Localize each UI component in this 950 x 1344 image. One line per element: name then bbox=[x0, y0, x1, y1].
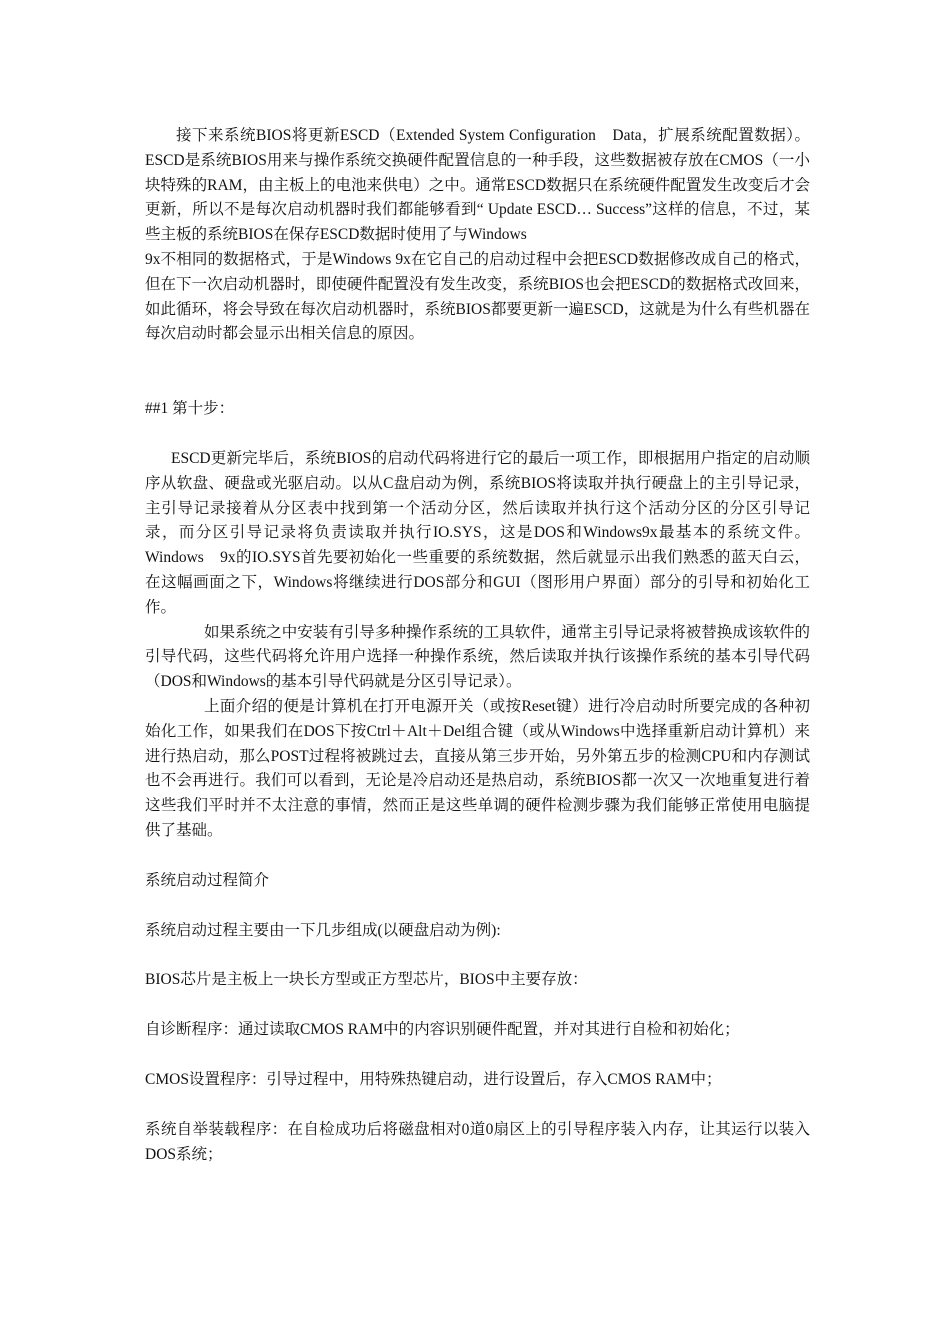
paragraph-boot-steps-intro: 系统启动过程主要由一下几步组成(以硬盘启动为例): bbox=[145, 921, 501, 939]
step-ten-heading: ##1 第十步： bbox=[145, 400, 235, 418]
paragraph-self-diagnosis: 自诊断程序：通过读取CMOS RAM中的内容识别硬件配置，并对其进行自检和初始化； bbox=[145, 1021, 740, 1039]
spacer bbox=[145, 993, 810, 1018]
paragraph-boot-sequence: ESCD更新完毕后，系统BIOS的启动代码将进行它的最后一项工作，即根据用户指定的启动顺序从软盘、硬盘或光驱启动。以从C盘启动为例，系统BIOS将读取并执行硬盘上的主引导记录，主引导记录接着从分区表中找到第一个活动分区，然后读取并执行这个活动分区的分区引导记录，而分区引导记录将负责读取并执行IO.SYS，这是DOS和Windows9x最基本的系统文件。Windows 9x的IO.SYS首先要初始化一些重要的系统数据，然后就显示出我们熟悉的蓝天白云，在这幅画面之下，Windows将继续进行DOS部分和GUI（图形用户界面）部分的引导和初始化工作。 bbox=[145, 449, 810, 616]
spacer bbox=[145, 347, 810, 397]
paragraph-bios-chip: BIOS芯片是主板上一块长方型或正方型芯片，BIOS中主要存放： bbox=[145, 971, 588, 989]
spacer bbox=[145, 422, 810, 447]
spacer bbox=[145, 943, 810, 968]
paragraph-cmos-setup: CMOS设置程序：引导过程中，用特殊热键启动，进行设置后，存入CMOS RAM中； bbox=[145, 1070, 722, 1088]
paragraph-bootstrap-loader: 系统自举装载程序：在自检成功后将磁盘相对0道0扇区上的引导程序装入内存，让其运行以装入DOS系统； bbox=[145, 1120, 810, 1163]
spacer bbox=[145, 844, 810, 869]
paragraph-cold-hot-boot: 上面介绍的便是计算机在打开电源开关（或按Reset键）进行冷启动时所要完成的各种初始化工作，如果我们在DOS下按Ctrl＋Alt＋Del组合键（或从Windows中选择重新启动计算机）来进行热启动，那么POST过程将被跳过去，直接从第三步开始，另外第五步的检测CPU和内存测试也不会再进行。我们可以看到，无论是冷启动还是热启动，系统BIOS都一次又一次地重复进行着这些我们平时并不太注意的事情，然而正是这些单调的硬件检测步骤为我们能够正常使用电脑提供了基础。 bbox=[145, 697, 810, 839]
paragraph-escd-format: 9x不相同的数据格式，于是Windows 9x在它自己的启动过程中会把ESCD数据修改成自己的格式，但在下一次启动机器时，即使硬件配置没有发生改变，系统BIOS也会把ESCD的数据格式改回来，如此循环，将会导致在每次启动机器时，系统BIOS都要更新一遍ESCD，这就是为什么有些机器在每次启动时都会显示出相关信息的原因。 bbox=[145, 250, 810, 343]
document-body bbox=[145, 124, 810, 1167]
spacer bbox=[145, 1043, 810, 1068]
spacer bbox=[145, 894, 810, 919]
paragraph-escd-update: 接下来系统BIOS将更新ESCD（Extended System Configuration Data，扩展系统配置数据）。ESCD是系统BIOS用来与操作系统交换硬件配置信息的一种手段，这些数据被存放在CMOS（一小块特殊的RAM，由主板上的电池来供电）之中。通常ESCD数据只在系统硬件配置发生改变后才会更新，所以不是每次启动机器时我们都能够看到“ Update ESCD… Success”这样的信息，不过，某些主板的系统BIOS在保存ESCD数据时使用了与Windows bbox=[145, 127, 810, 244]
paragraph-multi-boot: 如果系统之中安装有引导多种操作系统的工具软件，通常主引导记录将被替换成该软件的引导代码，这些代码将允许用户选择一种操作系统，然后读取并执行该操作系统的基本引导代码（DOS和Windows的基本引导代码就是分区引导记录）。 bbox=[145, 623, 810, 691]
spacer bbox=[145, 1093, 810, 1118]
section-title: 系统启动过程简介 bbox=[145, 871, 270, 889]
